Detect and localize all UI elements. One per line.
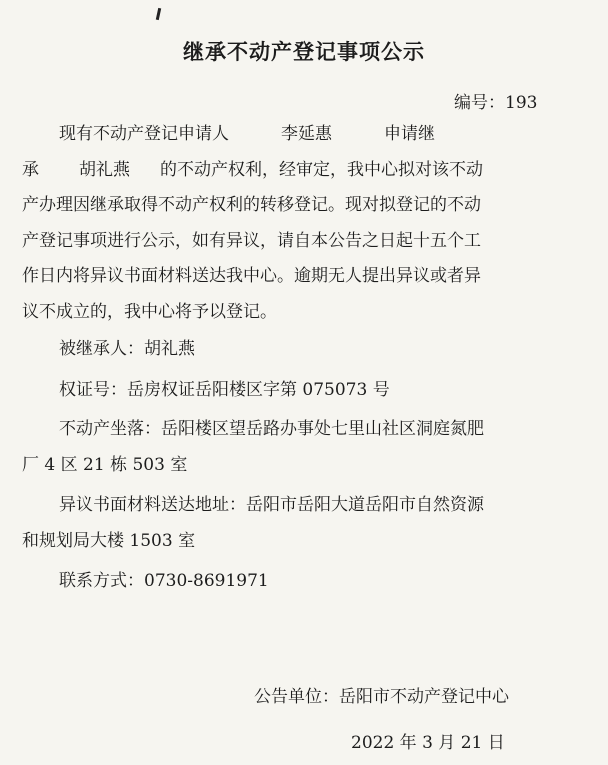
page-title: 继承不动产登记事项公示 [183,40,425,64]
paragraph-line: 作日内将异议书面材料送达我中心。逾期无人提出异议或者异 [22,266,481,286]
applicant-name: 李延惠 [281,124,332,144]
paragraph-line: 现有不动产登记申请人 李延惠 申请继 [59,124,435,144]
notice-body [22,117,586,600]
paragraph-line: 产登记事项进行公示，如有异议，请自本公告之日起十五个工 [22,230,481,251]
decedent-field: 被继承人：胡礼燕 [59,339,195,359]
objection-address-cont: 和规划局大楼 1503 室 [22,530,196,551]
certificate-field: 权证号：岳房权证岳阳楼区字第 075073 号 [59,379,390,400]
paragraph-line: 议不成立的，我中心将予以登记。 [22,301,277,322]
objection-address-field: 异议书面材料送达地址：岳阳市岳阳大道岳阳市自然资源 [59,495,484,515]
issue-date: 2022 年 3 月 21 日 [351,733,505,753]
decedent-name: 胡礼燕 [79,159,130,180]
ink-mark [156,8,161,20]
issuing-organization: 公告单位：岳阳市不动产登记中心 [254,687,509,707]
paragraph-line: 产办理因继承取得不动产权利的转移登记。现对拟登记的不动 [22,195,481,215]
contact-field: 联系方式：0730-8691971 [59,571,269,591]
location-field-cont: 厂 4 区 21 栋 503 室 [22,454,188,475]
location-field: 不动产坐落：岳阳楼区望岳路办事处七里山社区洞庭氮肥 [59,419,484,439]
paragraph-line: 承 胡礼燕 的不动产权利，经审定，我中心拟对该不动 [22,159,483,180]
notice-number: 编号：193 [454,93,538,113]
